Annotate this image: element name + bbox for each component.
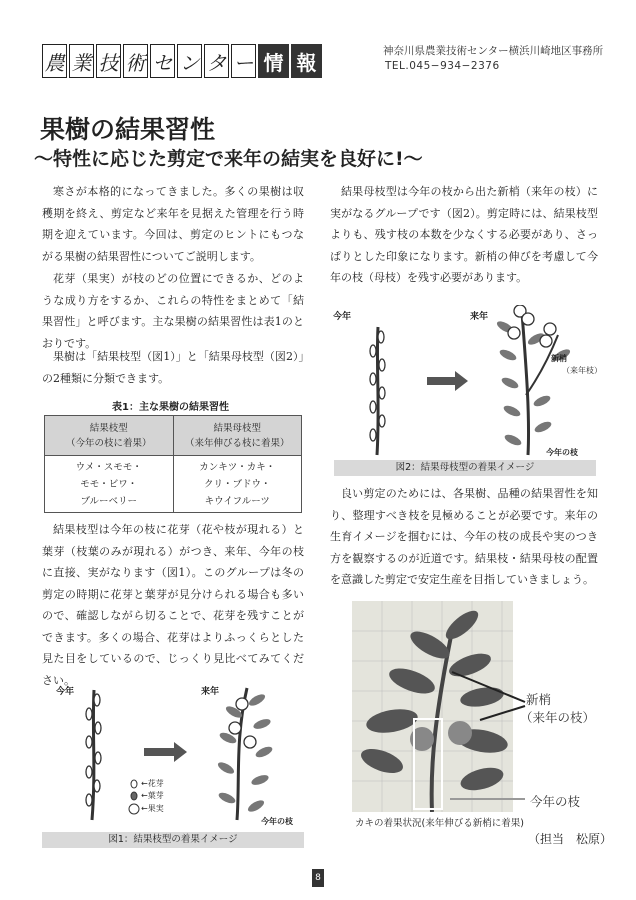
right-paragraph-2: 良い剪定のためには、各果樹、品種の結果習性を知り、整理すべき枝を見極めることが必要です。来年の生育イメージを掴むには、今年の枝の成長や実のつき方を観察するのが近道です。結果枝・結果母枝の配置を意識した剪定で安定生産を目指していきましょう。	[330, 487, 598, 586]
table-header-cell	[45, 416, 174, 456]
right-paragraph-1: 結果母枝型は今年の枝から出た新梢（来年の枝）に実がなるグループです（図2）。剪定時には、結果枝型よりも、残す枝の本数を少なくする必要があり、さっぱりとした印象になります。新梢の伸びを考慮して今年の枝（母枝）を残す必要があります。	[330, 185, 598, 284]
photo-annotation-arrows	[440, 660, 530, 810]
figure-2-illustration	[330, 305, 602, 460]
masthead-char: ン	[177, 44, 202, 78]
left-paragraph-3: 果樹は「結果枝型（図1）」と「結果母枝型（図2）」の2種類に分類できます。	[42, 350, 304, 385]
figure-1	[42, 680, 304, 830]
masthead-char: 農	[42, 44, 67, 78]
table-row	[45, 456, 302, 513]
figure-2-branch-label: 今年の枝	[546, 448, 578, 457]
masthead	[42, 44, 324, 78]
legend-leaf-bud: ←葉芽	[141, 791, 164, 800]
left-paragraph-2: 花芽（果実）が枝のどの位置にできるか、どのような成り方をするか、これらの特性をまとめて「結果習性」と呼びます。主な果樹の結果習性は表1のとおりです。	[42, 272, 304, 350]
masthead-char: タ	[204, 44, 229, 78]
masthead-char: 技	[96, 44, 121, 78]
masthead-char: 業	[69, 44, 94, 78]
photo-caption: カキの着果状況(来年伸びる新梢に着果)	[355, 818, 524, 829]
figure-1-caption: 図1：結果枝型の着果イメージ	[42, 832, 304, 848]
header-text: 結果母枝型	[213, 422, 261, 434]
figure-2	[330, 305, 602, 460]
article-subtitle: 〜特性に応じた剪定で来年の結実を良好に!〜	[34, 148, 423, 170]
article-title: 果樹の結果習性	[40, 115, 216, 144]
fruiting-habit-table	[44, 415, 302, 513]
legend-fruit: ←果実	[141, 804, 164, 813]
figure-1-label-next-year: 来年	[201, 687, 220, 697]
header-text: （来年伸びる枝に着果）	[184, 437, 290, 449]
header-text: 結果枝型	[89, 422, 128, 434]
figure-2-label-next-year: 来年	[470, 312, 489, 322]
figure-2-caption: 図2：結果母枝型の着果イメージ	[334, 460, 596, 476]
table-caption: 表1：主な果樹の結果習性	[112, 402, 229, 413]
table-cell	[45, 456, 174, 513]
figure-1-illustration	[42, 680, 304, 830]
cell-text: クリ・ブドウ・	[203, 478, 271, 490]
organization-name: 神奈川県農業技術センター横浜川崎地区事務所	[383, 45, 604, 57]
cell-text: モモ・ビワ・	[80, 478, 138, 490]
cell-text: ウメ・スモモ・	[75, 461, 142, 473]
masthead-bold-char: 報	[291, 44, 322, 78]
figure-1-branch-label: 今年の枝	[261, 817, 293, 826]
figure-2-label-this-year: 今年	[333, 312, 352, 322]
masthead-char: ー	[231, 44, 256, 78]
legend-flower-bud: ←花芽	[141, 779, 164, 788]
table-cell	[173, 456, 302, 513]
cell-text: カンキツ・カキ・	[199, 461, 276, 473]
masthead-char: セ	[150, 44, 175, 78]
masthead-char: 術	[123, 44, 148, 78]
photo-annotation-branch: 今年の枝	[530, 794, 581, 809]
telephone: TEL.045−934−2376	[385, 60, 500, 72]
cell-text: ブルーベリー	[80, 495, 138, 507]
photo-annotation-shoot-sub: （来年の枝）	[520, 710, 596, 725]
figure-2-shoot-label: 新梢	[551, 354, 567, 363]
masthead-bold-char: 情	[258, 44, 289, 78]
page-number: 8	[312, 869, 324, 887]
photo-annotation-shoot: 新梢	[526, 692, 552, 707]
figure-2-shoot-label-sub: （来年枝）	[562, 366, 602, 375]
cell-text: キウイフルーツ	[204, 495, 270, 507]
author-credit: （担当 松原）	[528, 832, 613, 846]
figure-1-label-this-year: 今年	[56, 687, 75, 697]
table-header-cell	[173, 416, 302, 456]
left-paragraph-1: 寒さが本格的になってきました。多くの果樹は収穫期を終え、剪定など来年を見据えた管理を行う時期を迎えています。今回は、剪定のヒントにもつながる果樹の結果習性についてご説明します。	[42, 185, 304, 263]
left-paragraph-4: 結果枝型は今年の枝に花芽（花や枝が現れる）と葉芽（枝葉のみが現れる）がつき、来年、今年の枝に直接、実がなります（図1）。このグループは冬の剪定の時期に花芽と葉芽が見分けられる場合も多いので、確認しながら切ることで、花芽を残すことができます。多くの場合、花芽はよりふっくらとした見た目をしているので、じっくり見比べてみてください。	[42, 523, 304, 687]
header-text: （今年の枝に着果）	[65, 437, 152, 449]
